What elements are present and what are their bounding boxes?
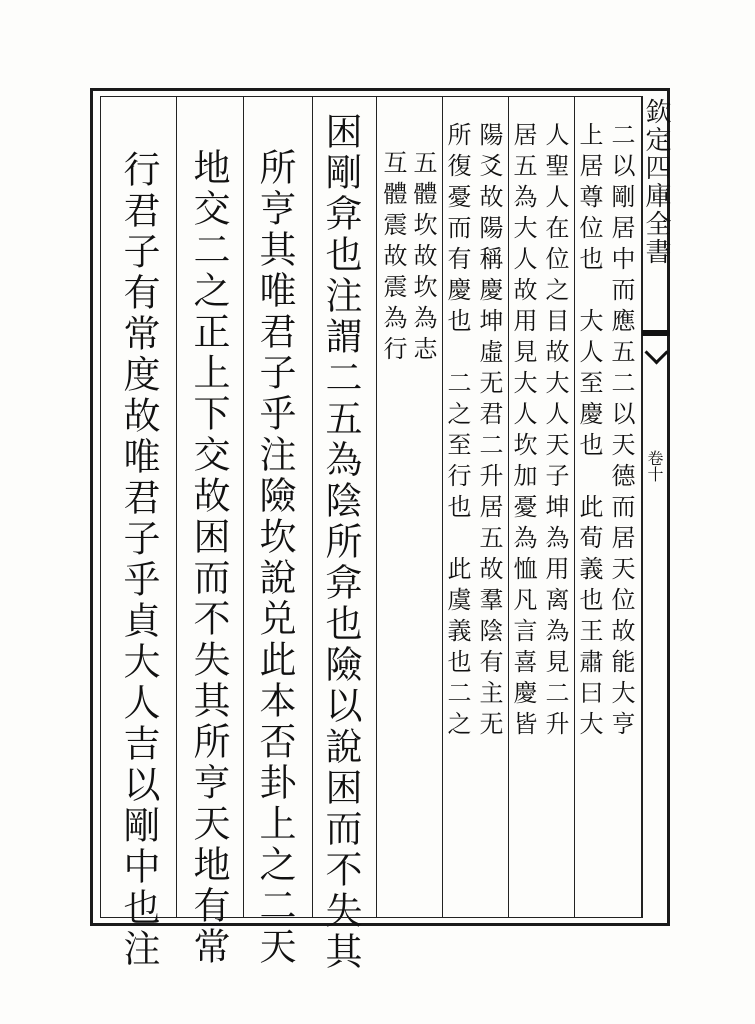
volume-number: 卷十 xyxy=(645,450,664,482)
text-column: 人聖人在位之目故大人天子坤為用离為見二升 xyxy=(541,122,569,742)
column-divider xyxy=(376,96,377,918)
text-column: 互體震故震為行 xyxy=(379,150,407,367)
column-divider xyxy=(176,96,177,918)
main-text-column: 地交二之正上下交故困而不失其所亨天地有常 xyxy=(187,148,230,968)
text-column: 上居尊位也 大人至慶也 此荀義也王肅曰大 xyxy=(575,122,603,742)
main-text-column: 困剛弇也注謂二五為陰所弇也險以說困而不失其 xyxy=(319,112,362,973)
text-column: 所復憂而有慶也 二之至行也 此虞義也二之 xyxy=(443,122,471,742)
text-column: 陽爻故陽稱慶坤虛无君二升居五故羣陰有主无 xyxy=(475,122,503,742)
column-divider xyxy=(243,96,244,918)
text-column: 五體坎故坎為志 xyxy=(409,150,437,367)
column-divider xyxy=(312,96,313,918)
book-title: 欽定四庫全書 xyxy=(641,98,671,266)
text-column: 居五為大人故用見大人坎加憂為恤凡言喜慶皆 xyxy=(509,122,537,742)
text-column: 二以剛居中而應五二以天德而居天位故能大亨 xyxy=(607,122,635,742)
main-text-column: 行君子有常度故唯君子乎貞大人吉以剛中也注 xyxy=(117,150,160,970)
main-text-column: 所亨其唯君子乎注險坎說兑此本否卦上之二天 xyxy=(253,148,296,968)
margin-rule xyxy=(642,330,670,336)
